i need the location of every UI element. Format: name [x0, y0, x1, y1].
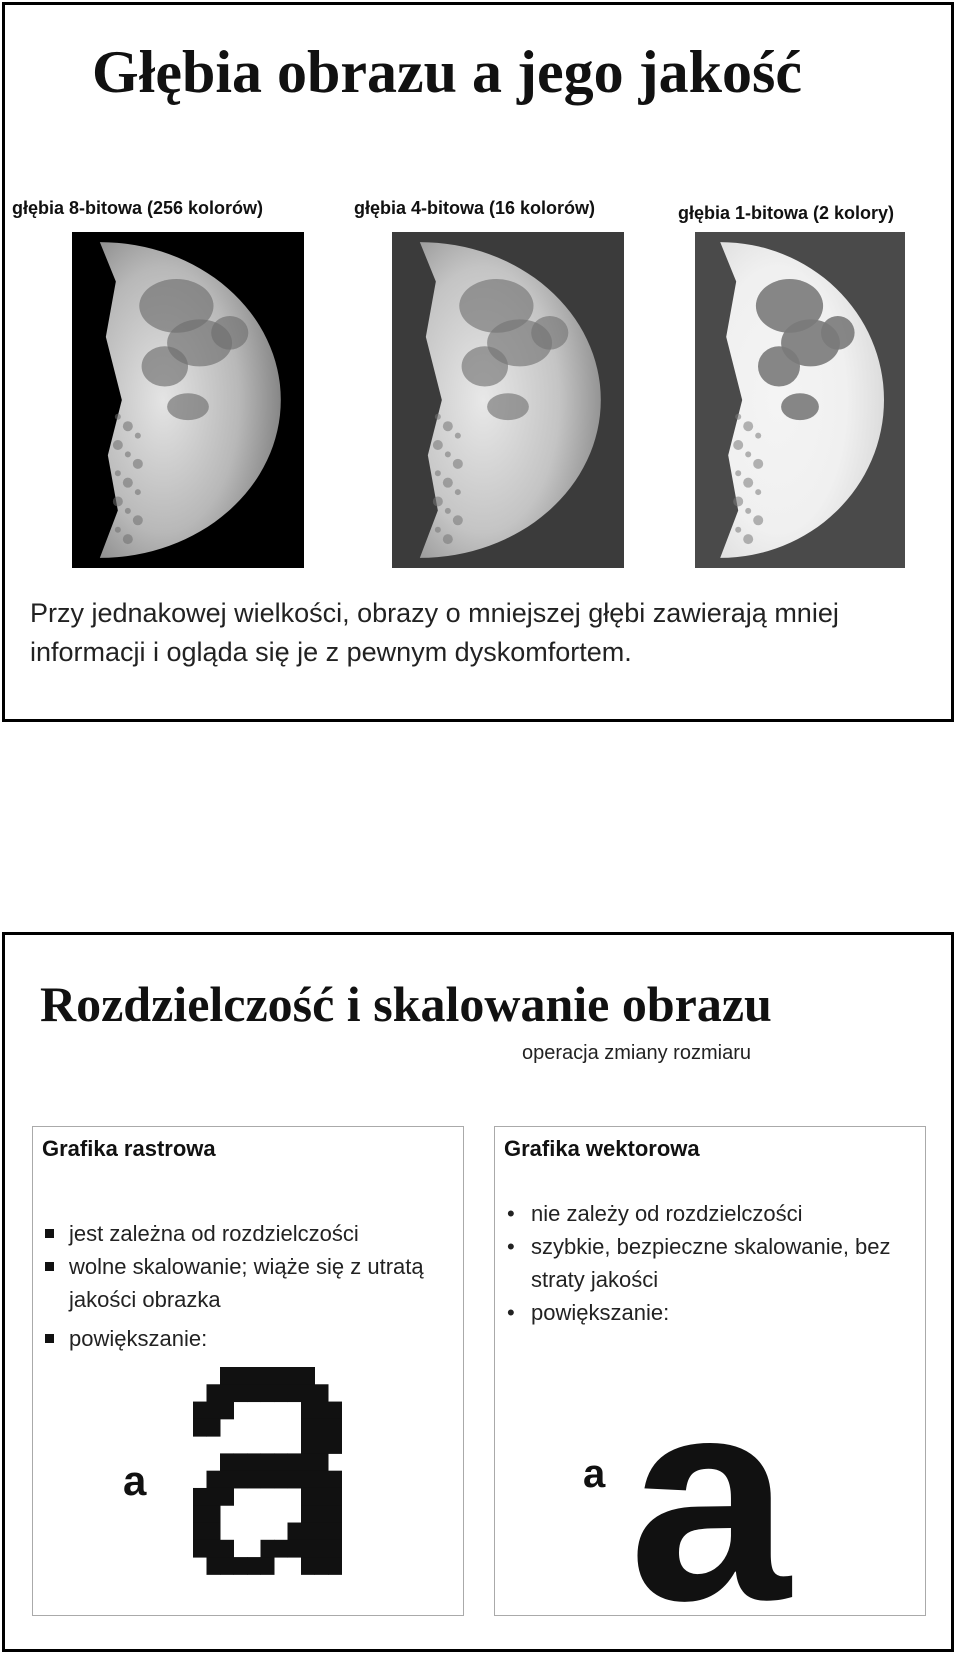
- pixel-block: [315, 1471, 329, 1489]
- pixel-block: [261, 1471, 275, 1489]
- pixel-block: [301, 1540, 315, 1558]
- pixel-block: [328, 1488, 342, 1506]
- pixel-block: [315, 1453, 329, 1471]
- pixel-block: [288, 1367, 302, 1385]
- pixel-block: [261, 1540, 275, 1558]
- pixel-block: [193, 1488, 207, 1506]
- caption-4bit: głębia 4-bitowa (16 kolorów): [354, 198, 596, 218]
- pixel-block: [247, 1384, 261, 1402]
- caption-1bit: głębia 1-bitowa (2 kolory): [678, 203, 895, 223]
- pixel-block: [274, 1453, 288, 1471]
- moon-image-1bit: [695, 232, 905, 568]
- pixel-block: [247, 1557, 261, 1575]
- bullet-icon: •: [507, 1201, 515, 1226]
- pixel-block: [207, 1402, 221, 1420]
- pixel-block: [247, 1471, 261, 1489]
- pixel-block: [301, 1384, 315, 1402]
- pixel-block: [220, 1557, 234, 1575]
- pixel-block: [274, 1471, 288, 1489]
- moon-graphic: [72, 232, 304, 568]
- large-pixelated-letter: [193, 1367, 342, 1575]
- pixel-block: [274, 1384, 288, 1402]
- moon-graphic: [392, 232, 624, 568]
- raster-letter-illustration: [33, 1127, 465, 1617]
- pixel-block: [301, 1436, 315, 1454]
- pixel-block: [207, 1523, 221, 1541]
- pixel-block: [234, 1557, 248, 1575]
- pixel-block: [288, 1540, 302, 1558]
- pixel-block: [315, 1505, 329, 1523]
- vector-panel-title: Grafika wektorowa: [504, 1136, 700, 1161]
- pixel-block: [301, 1402, 315, 1420]
- slide-subtitle: operacja zmiany rozmiaru: [522, 1042, 751, 1064]
- list-item: • nie zależy od rozdzielczości: [505, 1197, 925, 1230]
- pixel-block: [220, 1402, 234, 1420]
- pixel-block: [328, 1557, 342, 1575]
- list-item: wolne skalowanie; wiąże się z utratą jakości obrazka: [43, 1250, 463, 1316]
- pixel-block: [315, 1402, 329, 1420]
- pixel-block: [261, 1367, 275, 1385]
- slide-title-depth: Głębia obrazu a jego jakość: [92, 39, 802, 105]
- pixel-block: [328, 1505, 342, 1523]
- pixel-block: [207, 1557, 221, 1575]
- list-item: • szybkie, bezpieczne skalowanie, bez straty jakości: [505, 1230, 925, 1296]
- pixel-block: [315, 1436, 329, 1454]
- pixel-block: [193, 1523, 207, 1541]
- pixel-block: [301, 1523, 315, 1541]
- vector-graphics-panel: [494, 1126, 926, 1616]
- depth-explanation: Przy jednakowej wielkości, obrazy o mniejszej głębi zawierają mniej informacji i ogląda się je z pewnym dyskomfortem.: [30, 598, 839, 667]
- pixel-block: [328, 1540, 342, 1558]
- moon-image-4bit: [392, 232, 624, 568]
- caption-8bit: głębia 8-bitowa (256 kolorów): [12, 198, 264, 218]
- pixel-block: [220, 1367, 234, 1385]
- pixel-block: [301, 1367, 315, 1385]
- pixel-block: [220, 1384, 234, 1402]
- pixel-block: [315, 1557, 329, 1575]
- pixel-block: [328, 1436, 342, 1454]
- pixel-block: [315, 1488, 329, 1506]
- bullet-icon: •: [507, 1234, 515, 1259]
- pixel-block: [301, 1471, 315, 1489]
- pixel-block: [207, 1471, 221, 1489]
- pixel-block: [247, 1367, 261, 1385]
- pixel-block: [247, 1453, 261, 1471]
- slide-title-resolution: Rozdzielczość i skalowanie obrazu: [40, 976, 772, 1032]
- pixel-block: [207, 1488, 221, 1506]
- pixel-block: [315, 1419, 329, 1437]
- bullet-icon: •: [507, 1300, 515, 1325]
- pixel-block: [261, 1453, 275, 1471]
- pixel-block: [328, 1402, 342, 1420]
- pixel-block: [234, 1453, 248, 1471]
- pixel-block: [301, 1419, 315, 1437]
- pixel-block: [288, 1384, 302, 1402]
- vector-letter-illustration: [495, 1127, 927, 1617]
- list-item: • powiększanie:: [505, 1296, 925, 1329]
- small-pixel-letter: a: [123, 1457, 147, 1504]
- pixel-block: [288, 1471, 302, 1489]
- pixel-block: [234, 1367, 248, 1385]
- pixel-block: [288, 1523, 302, 1541]
- raster-graphics-panel: [32, 1126, 464, 1616]
- small-vector-letter: a: [583, 1452, 606, 1496]
- pixel-block: [193, 1540, 207, 1558]
- pixel-block: [301, 1557, 315, 1575]
- pixel-block: [234, 1384, 248, 1402]
- pixel-block: [315, 1523, 329, 1541]
- moon-graphic: [695, 232, 905, 568]
- pixel-block: [328, 1419, 342, 1437]
- pixel-block: [220, 1540, 234, 1558]
- pixel-block: [301, 1505, 315, 1523]
- pixel-block: [315, 1384, 329, 1402]
- pixel-block: [193, 1419, 207, 1437]
- pixel-block: [220, 1488, 234, 1506]
- pixel-block: [234, 1471, 248, 1489]
- pixel-block: [301, 1453, 315, 1471]
- pixel-block: [207, 1540, 221, 1558]
- pixel-block: [193, 1505, 207, 1523]
- moon-image-8bit: [72, 232, 304, 568]
- pixel-block: [261, 1384, 275, 1402]
- pixel-block: [207, 1384, 221, 1402]
- pixel-block: [315, 1540, 329, 1558]
- list-item: powiększanie:: [43, 1322, 463, 1355]
- pixel-block: [220, 1453, 234, 1471]
- pixel-block: [328, 1471, 342, 1489]
- pixel-block: [220, 1471, 234, 1489]
- pixel-block: [328, 1523, 342, 1541]
- raster-panel-title: Grafika rastrowa: [42, 1136, 216, 1161]
- large-vector-letter: a: [629, 1337, 791, 1617]
- pixel-block: [207, 1505, 221, 1523]
- pixel-block: [193, 1402, 207, 1420]
- pixel-block: [301, 1488, 315, 1506]
- pixel-block: [274, 1367, 288, 1385]
- pixel-block: [207, 1419, 221, 1437]
- pixel-block: [261, 1557, 275, 1575]
- pixel-block: [288, 1453, 302, 1471]
- list-item: jest zależna od rozdzielczości: [43, 1217, 463, 1250]
- pixel-block: [274, 1540, 288, 1558]
